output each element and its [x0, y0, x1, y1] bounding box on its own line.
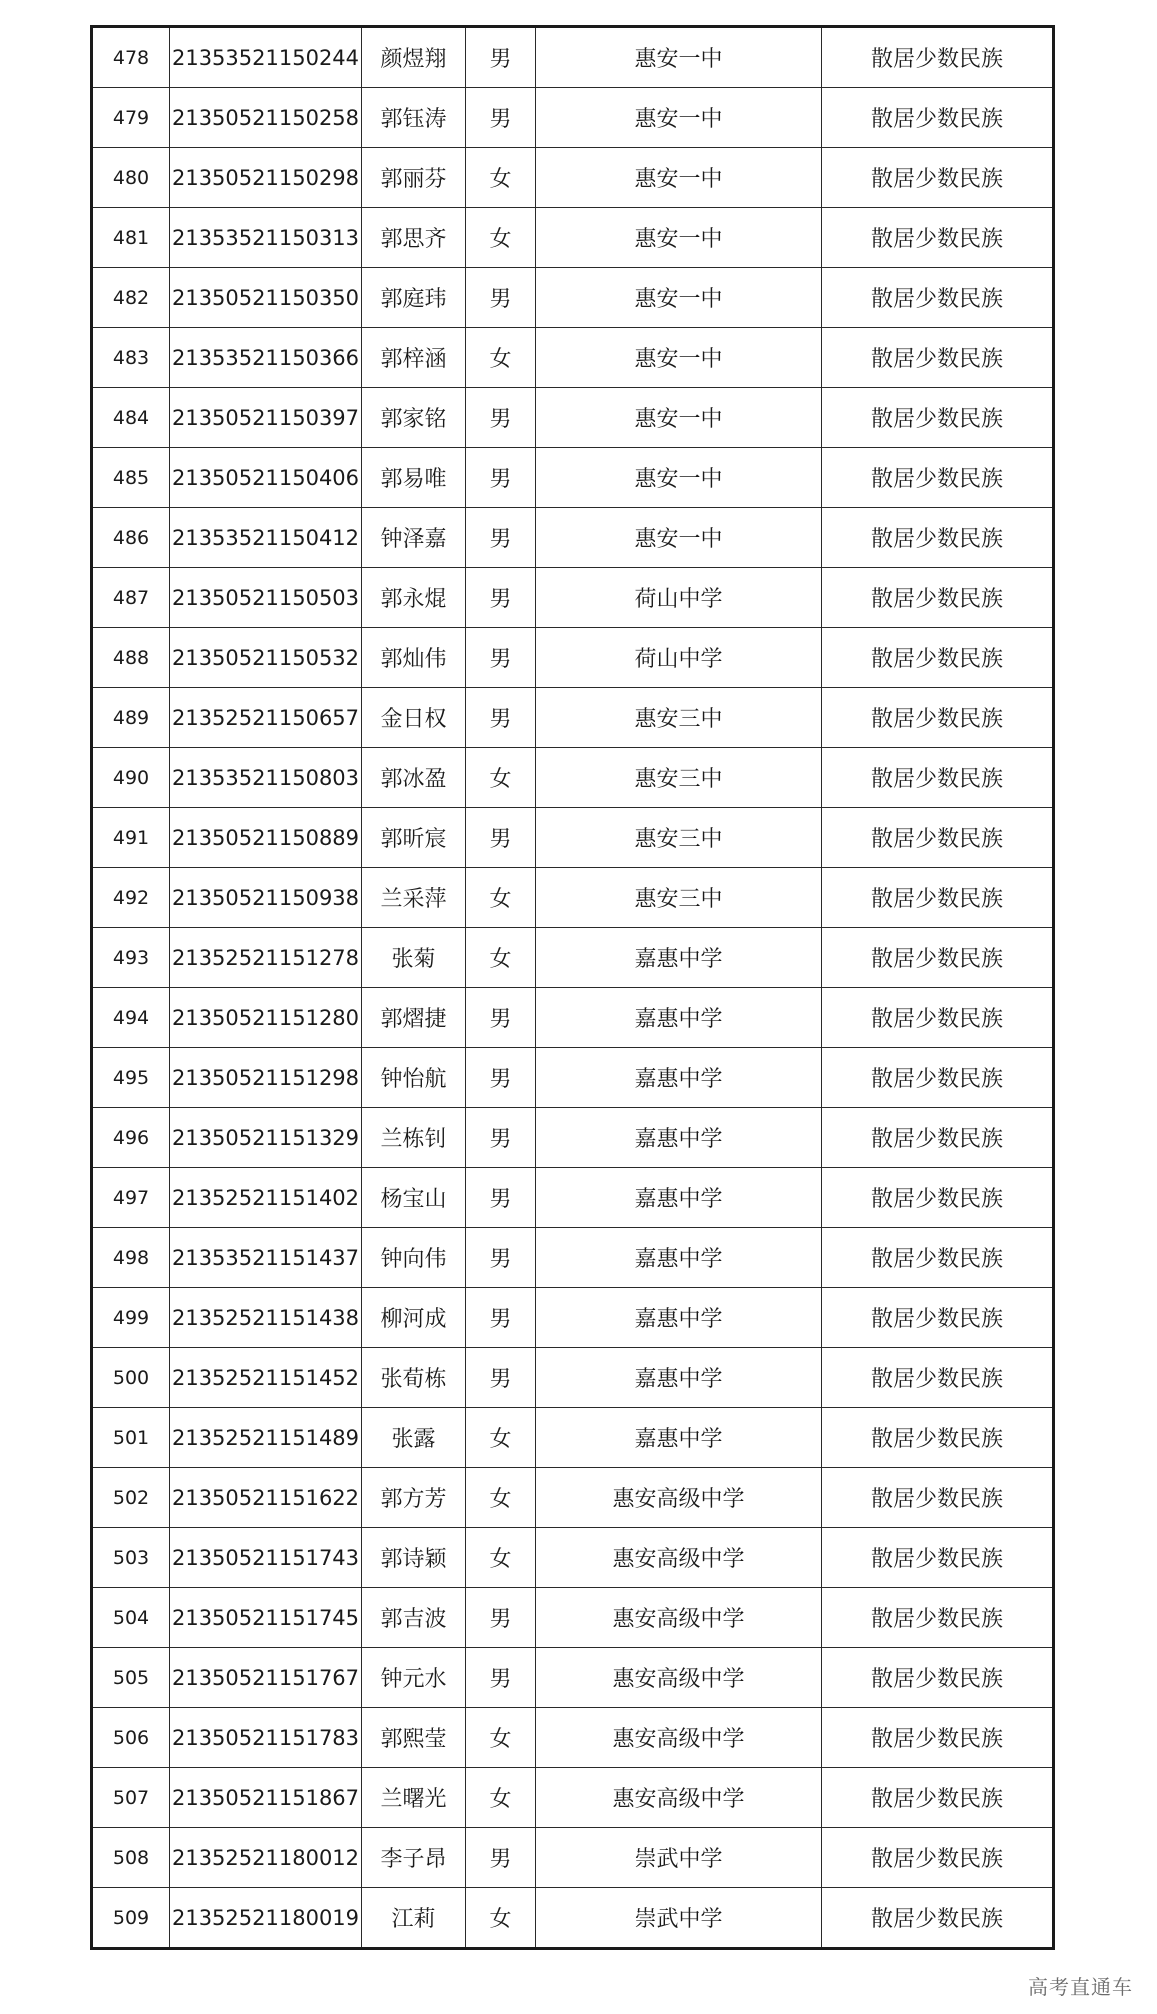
gender-cell: 男: [466, 1048, 536, 1108]
school-cell: 惠安高级中学: [536, 1528, 822, 1588]
category-cell: 散居少数民族: [822, 1348, 1054, 1408]
school-cell: 惠安高级中学: [536, 1708, 822, 1768]
row-number-cell: 484: [92, 388, 170, 448]
school-cell: 崇武中学: [536, 1828, 822, 1888]
school-cell: 嘉惠中学: [536, 1048, 822, 1108]
school-cell: 惠安一中: [536, 148, 822, 208]
category-cell: 散居少数民族: [822, 568, 1054, 628]
gender-cell: 男: [466, 508, 536, 568]
gender-cell: 女: [466, 748, 536, 808]
student-name-cell: 郭灿伟: [362, 628, 466, 688]
category-cell: 散居少数民族: [822, 1708, 1054, 1768]
category-cell: 散居少数民族: [822, 1408, 1054, 1468]
category-cell: 散居少数民族: [822, 1468, 1054, 1528]
gender-cell: 男: [466, 1828, 536, 1888]
table-row: [92, 568, 1054, 628]
category-cell: 散居少数民族: [822, 748, 1054, 808]
gender-cell: 女: [466, 1408, 536, 1468]
row-number-cell: 489: [92, 688, 170, 748]
exam-id-cell: 21350521150503: [170, 568, 362, 628]
student-name-cell: 郭诗颖: [362, 1528, 466, 1588]
student-name-cell: 张菊: [362, 928, 466, 988]
category-cell: 散居少数民族: [822, 508, 1054, 568]
school-cell: 惠安一中: [536, 268, 822, 328]
gender-cell: 女: [466, 1468, 536, 1528]
exam-id-cell: 21350521151783: [170, 1708, 362, 1768]
row-number-cell: 502: [92, 1468, 170, 1528]
category-cell: 散居少数民族: [822, 268, 1054, 328]
school-cell: 惠安高级中学: [536, 1468, 822, 1528]
exam-id-cell: 21350521151743: [170, 1528, 362, 1588]
exam-id-cell: 21350521150350: [170, 268, 362, 328]
row-number-cell: 490: [92, 748, 170, 808]
gender-cell: 男: [466, 1588, 536, 1648]
table-row: [92, 1288, 1054, 1348]
school-cell: 荷山中学: [536, 628, 822, 688]
school-cell: 惠安一中: [536, 88, 822, 148]
school-cell: 嘉惠中学: [536, 1228, 822, 1288]
row-number-cell: 509: [92, 1888, 170, 1949]
student-name-cell: 杨宝山: [362, 1168, 466, 1228]
student-name-cell: 郭吉波: [362, 1588, 466, 1648]
category-cell: 散居少数民族: [822, 928, 1054, 988]
category-cell: 散居少数民族: [822, 628, 1054, 688]
student-name-cell: 兰采萍: [362, 868, 466, 928]
row-number-cell: 479: [92, 88, 170, 148]
gender-cell: 男: [466, 88, 536, 148]
row-number-cell: 500: [92, 1348, 170, 1408]
row-number-cell: 492: [92, 868, 170, 928]
category-cell: 散居少数民族: [822, 328, 1054, 388]
student-name-cell: 郭钰涛: [362, 88, 466, 148]
table-row: [92, 268, 1054, 328]
school-cell: 嘉惠中学: [536, 988, 822, 1048]
row-number-cell: 507: [92, 1768, 170, 1828]
exam-id-cell: 21352521151402: [170, 1168, 362, 1228]
table-row: [92, 1648, 1054, 1708]
gender-cell: 女: [466, 1768, 536, 1828]
exam-id-cell: 21350521151329: [170, 1108, 362, 1168]
table-row: [92, 448, 1054, 508]
table-row: [92, 1888, 1054, 1949]
student-name-cell: 颜煜翔: [362, 27, 466, 88]
school-cell: 惠安一中: [536, 388, 822, 448]
table-row: [92, 1528, 1054, 1588]
row-number-cell: 481: [92, 208, 170, 268]
gender-cell: 男: [466, 388, 536, 448]
table-row: [92, 1048, 1054, 1108]
table-row: [92, 1108, 1054, 1168]
row-number-cell: 503: [92, 1528, 170, 1588]
student-name-cell: 郭易唯: [362, 448, 466, 508]
school-cell: 惠安一中: [536, 27, 822, 88]
table-row: [92, 1228, 1054, 1288]
row-number-cell: 496: [92, 1108, 170, 1168]
exam-id-cell: 21353521150803: [170, 748, 362, 808]
student-name-cell: 金日权: [362, 688, 466, 748]
row-number-cell: 497: [92, 1168, 170, 1228]
exam-id-cell: 21352521151452: [170, 1348, 362, 1408]
table-row: [92, 988, 1054, 1048]
table-row: [92, 628, 1054, 688]
table-row: [92, 868, 1054, 928]
school-cell: 惠安三中: [536, 748, 822, 808]
row-number-cell: 486: [92, 508, 170, 568]
category-cell: 散居少数民族: [822, 1108, 1054, 1168]
category-cell: 散居少数民族: [822, 388, 1054, 448]
table-row: [92, 88, 1054, 148]
exam-id-cell: 21352521151278: [170, 928, 362, 988]
gender-cell: 女: [466, 1528, 536, 1588]
category-cell: 散居少数民族: [822, 988, 1054, 1048]
category-cell: 散居少数民族: [822, 1588, 1054, 1648]
row-number-cell: 487: [92, 568, 170, 628]
gender-cell: 女: [466, 868, 536, 928]
student-name-cell: 钟怡航: [362, 1048, 466, 1108]
row-number-cell: 488: [92, 628, 170, 688]
exam-id-cell: 21352521151489: [170, 1408, 362, 1468]
exam-id-cell: 21350521151622: [170, 1468, 362, 1528]
gender-cell: 女: [466, 1708, 536, 1768]
exam-id-cell: 21352521180012: [170, 1828, 362, 1888]
exam-id-cell: 21350521150397: [170, 388, 362, 448]
row-number-cell: 506: [92, 1708, 170, 1768]
student-name-cell: 兰栋钊: [362, 1108, 466, 1168]
student-name-cell: 钟泽嘉: [362, 508, 466, 568]
category-cell: 散居少数民族: [822, 688, 1054, 748]
table-body: [92, 27, 1054, 1949]
school-cell: 嘉惠中学: [536, 928, 822, 988]
school-cell: 惠安一中: [536, 508, 822, 568]
table-row: [92, 1348, 1054, 1408]
row-number-cell: 499: [92, 1288, 170, 1348]
table-row: [92, 328, 1054, 388]
gender-cell: 男: [466, 1648, 536, 1708]
exam-id-cell: 21353521150366: [170, 328, 362, 388]
student-list-table: [90, 25, 1055, 1950]
category-cell: 散居少数民族: [822, 1528, 1054, 1588]
table-row: [92, 1768, 1054, 1828]
school-cell: 嘉惠中学: [536, 1108, 822, 1168]
exam-id-cell: 21353521151437: [170, 1228, 362, 1288]
table-row: [92, 27, 1054, 88]
school-cell: 嘉惠中学: [536, 1288, 822, 1348]
table-row: [92, 1408, 1054, 1468]
student-name-cell: 郭思齐: [362, 208, 466, 268]
student-name-cell: 郭方芳: [362, 1468, 466, 1528]
row-number-cell: 491: [92, 808, 170, 868]
gender-cell: 男: [466, 988, 536, 1048]
row-number-cell: 482: [92, 268, 170, 328]
exam-id-cell: 21353521150313: [170, 208, 362, 268]
table-row: [92, 748, 1054, 808]
school-cell: 惠安一中: [536, 328, 822, 388]
student-name-cell: 郭昕宸: [362, 808, 466, 868]
school-cell: 嘉惠中学: [536, 1408, 822, 1468]
category-cell: 散居少数民族: [822, 1648, 1054, 1708]
row-number-cell: 478: [92, 27, 170, 88]
watermark-text: 高考直通车: [1028, 1975, 1133, 1999]
exam-id-cell: 21350521151298: [170, 1048, 362, 1108]
gender-cell: 男: [466, 808, 536, 868]
gender-cell: 男: [466, 1168, 536, 1228]
gender-cell: 男: [466, 27, 536, 88]
category-cell: 散居少数民族: [822, 808, 1054, 868]
school-cell: 嘉惠中学: [536, 1348, 822, 1408]
category-cell: 散居少数民族: [822, 148, 1054, 208]
student-name-cell: 江莉: [362, 1888, 466, 1949]
exam-id-cell: 21350521150938: [170, 868, 362, 928]
table-row: [92, 1588, 1054, 1648]
student-name-cell: 郭庭玮: [362, 268, 466, 328]
category-cell: 散居少数民族: [822, 88, 1054, 148]
exam-id-cell: 21352521151438: [170, 1288, 362, 1348]
gender-cell: 男: [466, 1108, 536, 1168]
school-cell: 荷山中学: [536, 568, 822, 628]
row-number-cell: 501: [92, 1408, 170, 1468]
student-name-cell: 郭熙莹: [362, 1708, 466, 1768]
gender-cell: 女: [466, 328, 536, 388]
student-name-cell: 钟向伟: [362, 1228, 466, 1288]
row-number-cell: 498: [92, 1228, 170, 1288]
table-row: [92, 688, 1054, 748]
row-number-cell: 480: [92, 148, 170, 208]
school-cell: 惠安一中: [536, 208, 822, 268]
gender-cell: 男: [466, 688, 536, 748]
row-number-cell: 495: [92, 1048, 170, 1108]
exam-id-cell: 21350521151280: [170, 988, 362, 1048]
exam-id-cell: 21350521151867: [170, 1768, 362, 1828]
school-cell: 惠安三中: [536, 688, 822, 748]
category-cell: 散居少数民族: [822, 208, 1054, 268]
category-cell: 散居少数民族: [822, 1768, 1054, 1828]
student-name-cell: 郭冰盈: [362, 748, 466, 808]
gender-cell: 男: [466, 628, 536, 688]
table-row: [92, 1468, 1054, 1528]
student-name-cell: 李子昂: [362, 1828, 466, 1888]
category-cell: 散居少数民族: [822, 868, 1054, 928]
exam-id-cell: 21350521150258: [170, 88, 362, 148]
student-name-cell: 张荀栋: [362, 1348, 466, 1408]
table-row: [92, 388, 1054, 448]
gender-cell: 女: [466, 208, 536, 268]
table-row: [92, 208, 1054, 268]
row-number-cell: 504: [92, 1588, 170, 1648]
gender-cell: 男: [466, 268, 536, 328]
school-cell: 惠安三中: [536, 868, 822, 928]
category-cell: 散居少数民族: [822, 1828, 1054, 1888]
category-cell: 散居少数民族: [822, 1048, 1054, 1108]
exam-id-cell: 21352521150657: [170, 688, 362, 748]
gender-cell: 男: [466, 568, 536, 628]
gender-cell: 女: [466, 148, 536, 208]
row-number-cell: 483: [92, 328, 170, 388]
row-number-cell: 508: [92, 1828, 170, 1888]
student-name-cell: 郭丽芬: [362, 148, 466, 208]
student-name-cell: 郭永焜: [362, 568, 466, 628]
exam-id-cell: 21350521150406: [170, 448, 362, 508]
student-name-cell: 兰曙光: [362, 1768, 466, 1828]
exam-id-cell: 21352521180019: [170, 1888, 362, 1949]
gender-cell: 男: [466, 1228, 536, 1288]
exam-id-cell: 21353521150244: [170, 27, 362, 88]
gender-cell: 男: [466, 1348, 536, 1408]
gender-cell: 男: [466, 448, 536, 508]
student-name-cell: 柳河成: [362, 1288, 466, 1348]
school-cell: 惠安高级中学: [536, 1768, 822, 1828]
table-row: [92, 1708, 1054, 1768]
student-name-cell: 郭家铭: [362, 388, 466, 448]
exam-id-cell: 21353521150412: [170, 508, 362, 568]
category-cell: 散居少数民族: [822, 448, 1054, 508]
row-number-cell: 505: [92, 1648, 170, 1708]
category-cell: 散居少数民族: [822, 1168, 1054, 1228]
exam-id-cell: 21350521150889: [170, 808, 362, 868]
category-cell: 散居少数民族: [822, 1228, 1054, 1288]
school-cell: 嘉惠中学: [536, 1168, 822, 1228]
category-cell: 散居少数民族: [822, 27, 1054, 88]
row-number-cell: 493: [92, 928, 170, 988]
category-cell: 散居少数民族: [822, 1888, 1054, 1949]
table-row: [92, 1828, 1054, 1888]
student-name-cell: 郭熠捷: [362, 988, 466, 1048]
table-row: [92, 1168, 1054, 1228]
school-cell: 惠安一中: [536, 448, 822, 508]
gender-cell: 女: [466, 928, 536, 988]
student-name-cell: 郭梓涵: [362, 328, 466, 388]
student-name-cell: 钟元水: [362, 1648, 466, 1708]
school-cell: 惠安高级中学: [536, 1588, 822, 1648]
school-cell: 惠安高级中学: [536, 1648, 822, 1708]
school-cell: 惠安三中: [536, 808, 822, 868]
gender-cell: 女: [466, 1888, 536, 1949]
table-row: [92, 928, 1054, 988]
table-row: [92, 508, 1054, 568]
exam-id-cell: 21350521150298: [170, 148, 362, 208]
category-cell: 散居少数民族: [822, 1288, 1054, 1348]
table-row: [92, 808, 1054, 868]
student-name-cell: 张露: [362, 1408, 466, 1468]
exam-id-cell: 21350521150532: [170, 628, 362, 688]
row-number-cell: 494: [92, 988, 170, 1048]
school-cell: 崇武中学: [536, 1888, 822, 1949]
exam-id-cell: 21350521151745: [170, 1588, 362, 1648]
gender-cell: 男: [466, 1288, 536, 1348]
row-number-cell: 485: [92, 448, 170, 508]
exam-id-cell: 21350521151767: [170, 1648, 362, 1708]
table-row: [92, 148, 1054, 208]
